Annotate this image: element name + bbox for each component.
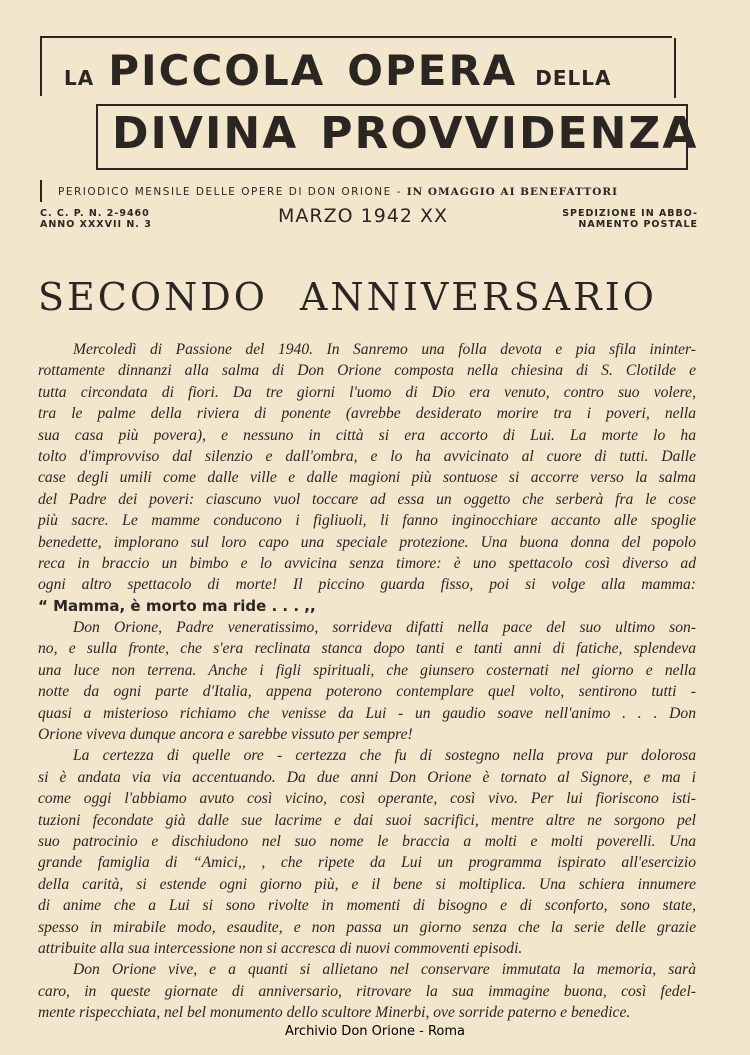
masthead-left-rule — [40, 180, 45, 202]
body-line: no, e sulla fronte, che s'era reclinata stanca dopo tanti e tanti anni di fatiche, splendeva — [38, 640, 696, 658]
body-line: più sacre. Le mamme conducono i figliuoli, li fanno inginocchiare accanto alle spoglie — [38, 512, 696, 530]
body-line: spesso in mirabile modo, esaudite, e non passa un giorno senza che la serie delle grazie — [38, 918, 696, 936]
masthead-line-2 — [112, 108, 699, 159]
masthead-piccola: PICCOLA — [108, 46, 326, 95]
body-line: Don Orione, Padre veneratissimo, sorrideva difatti nella pace del suo ultimo son- — [73, 619, 696, 637]
subtitle-text: PERIODICO MENSILE DELLE OPERE DI DON ORIONE - — [58, 186, 402, 198]
body-line: La certezza di quelle ore - certezza che fu di sostegno nella prova pur dolorosa — [73, 747, 696, 765]
title-word-1: SECONDO — [38, 275, 268, 319]
body-line: tolto d'improvviso dal silenzio e dall'ombra, e lo ha avvicinato al cuore di tutti. Dalle — [38, 447, 696, 465]
body-line: Orione viveva dunque ancora e sarebbe vissuto per sempre! — [38, 726, 413, 744]
body-line: sua casa più povera), e nessuno in città si era accorto di Lui. La morte lo ha — [38, 426, 696, 444]
body-line: grande famiglia di “Amici,, , che ripete da Lui un programma ispirato all'esercizio — [38, 854, 696, 872]
masthead-opera: OPERA — [347, 46, 518, 95]
title-word-2: ANNIVERSARIO — [299, 275, 657, 319]
footer-label: Archivio Don Orione - Roma — [281, 1024, 469, 1039]
body-line: suo patrocinio e dischiudono nel suo nome le braccia a molti e molti poverelli. Una — [38, 832, 696, 850]
archive-footer — [0, 1024, 750, 1039]
body-line: rottamente dinnanzi alla salma di Don Orione composta nella chiesina di S. Clotilde e — [38, 362, 696, 380]
quote-line: “ Mamma, è morto ma ride . . . ,, — [38, 596, 316, 615]
body-line: di anime che a Lui si sono rivolte in momenti di bisogno e di sconforto, sono state, — [38, 897, 696, 915]
body-line: case degli umili come dalle ville e dalle magioni più sontuose si accorre verso la salma — [38, 469, 696, 487]
body-line: si è andata via via accentuando. Da due anni Don Orione è tornato al Signore, e ma i — [38, 768, 696, 786]
body-line: notte da ogni parte d'Italia, appena poterono contemplare quel volto, sentirono tutti - — [38, 683, 696, 701]
body-line: attribuite alla sua intercessione non si accresca di nuovi commoventi episodi. — [38, 939, 523, 957]
body-line: ogni altro spettacolo di morte! Il piccino guarda fisso, poi si volge alla mamma: — [38, 576, 696, 594]
article-body — [38, 339, 696, 1024]
postal-line-1: SPEDIZIONE IN ABBO- — [562, 208, 698, 219]
body-line: quasi a misterioso richiamo che venisse da Lui - un gaudio soave nell'animo . . . Don — [38, 704, 696, 722]
body-line: Mercoledì di Passione del 1940. In Sanremo una folla devota e pia sfila ininter- — [73, 341, 696, 358]
body-line: come oggi l'abbiamo avuto così vicino, così operante, così vivo. Per lui fioriscono isti- — [38, 790, 696, 808]
body-line: una luce non terrena. Anche i figli spirituali, che giunsero costernati nel giorno e nella — [38, 661, 696, 679]
body-line: benedette, implorano sul loro capo una speciale protezione. Una buona donna del popolo — [38, 533, 696, 551]
masthead-line-1 — [64, 46, 664, 95]
masthead-divina: DIVINA — [112, 108, 299, 159]
ccp-number: C. C. P. N. 2-9460 — [40, 208, 150, 219]
masthead-la: LA — [64, 66, 95, 90]
postal-info — [562, 208, 698, 230]
issue-info — [40, 208, 152, 230]
article-title — [38, 275, 698, 319]
subtitle-gift: IN OMAGGIO AI BENEFATTORI — [406, 186, 619, 198]
masthead-provvidenza: PROVVIDENZA — [320, 108, 699, 159]
body-line: reca in braccio un bimbo e lo avvicina senza timore: è uno spettacolo così diverso ad — [38, 554, 696, 572]
anno-number: ANNO XXXVII N. 3 — [40, 219, 152, 230]
postal-line-2: NAMENTO POSTALE — [578, 219, 698, 230]
issue-date: MARZO 1942 XX — [278, 205, 449, 227]
body-line: tutta circondata di fiori. Da tre giorni l'uomo di Dio era venuto, contro suo volere, — [38, 383, 696, 401]
body-line: della carità, si estende ogni giorno più, e il bene si moltiplica. Una schiera innumere — [38, 875, 696, 893]
body-line: caro, in queste giornate di anniversario, ritrovare la sua immagine buona, così fedel- — [38, 982, 696, 1000]
body-line: del Padre dei poveri: ciascuno vuol toccare ad essa un oggetto che serberà fra le cose — [38, 490, 696, 508]
body-line: tuzioni fecondate già dalle sue lacrime e dai suoi sacrifici, mentre altre ne sorgono pel — [38, 811, 696, 829]
masthead-subtitle — [58, 186, 698, 198]
body-line: Don Orione vive, e a quanti si allietano nel conservare immutata la memoria, sarà — [73, 961, 696, 979]
masthead-della: DELLA — [535, 66, 612, 90]
body-line: tra le palme della riviera di ponente (avrebbe desiderato morire tra i poveri, nella — [38, 405, 696, 423]
body-line: mente rispecchiata, nel bel monumento dello scultore Minerbi, ove sorride paterno e benedice. — [38, 1004, 631, 1022]
